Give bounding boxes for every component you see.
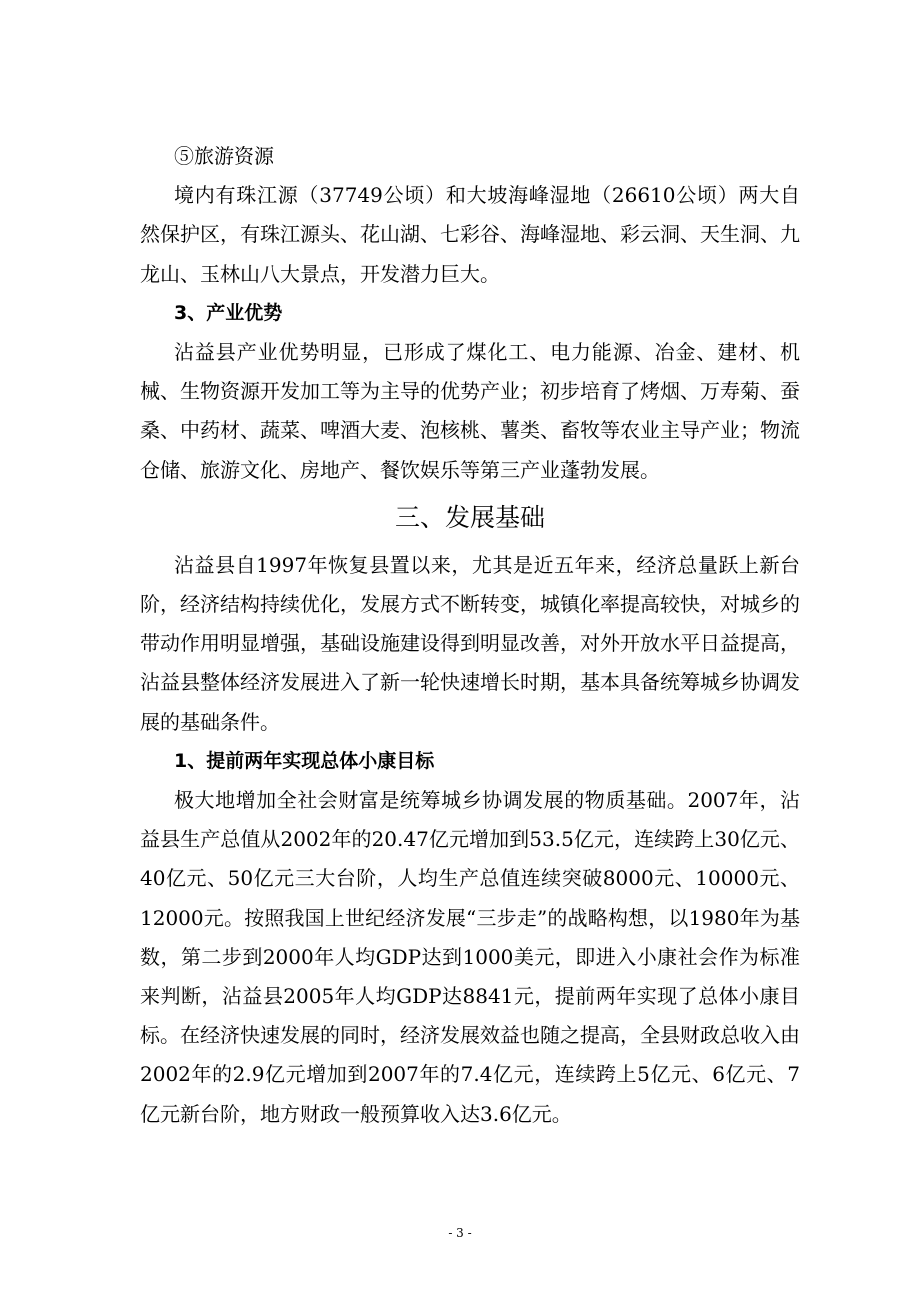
subsection-label-tourism: ⑤旅游资源 (174, 144, 274, 168)
document-page (140, 137, 800, 1134)
heading-xiaokang: 1、提前两年实现总体小康目标 (174, 749, 435, 772)
paragraph-xiaokang: 极大地增加全社会财富是统筹城乡协调发展的物质基础。2007年，沾益县生产总值从2002年的20.47亿元增加到53.5亿元，连续跨上30亿元、40亿元、50亿元三大台阶，人均生产总值连续突破8000元、10000元、12000元。按照我国上世纪经济发展“三步走”的战略构想，以1980年为基数，第二步到2000年人均GDP达到1000美元，即进入小康社会作为标准来判断，沾益县2005年人均GDP达8841元，提前两年实现了总体小康目标。在经济快速发展的同时，经济发展效益也随之提高，全县财政总收入由2002年的2.9亿元增加到2007年的7.4亿元，连续跨上5亿元、6亿元、7亿元新台阶，地方财政一般预算收入达3.6亿元。 (140, 788, 800, 1126)
section-title: 三、发展基础 (394, 502, 545, 532)
heading-industry-advantage: 3、产业优势 (174, 301, 283, 324)
page-number: - 3 - (448, 1226, 472, 1240)
paragraph-foundation: 沾益县自1997年恢复县置以来，尤其是近五年来，经济总量跃上新台阶，经济结构持续优化，发展方式不断转变，城镇化率提高较快，对城乡的带动作用明显增强，基础设施建设得到明显改善，对外开放水平日益提高，沾益县整体经济发展进入了新一轮快速增长时期，基本具备统筹城乡协调发展的基础条件。 (140, 552, 800, 734)
paragraph-tourism: 境内有珠江源（37749公顷）和大坡海峰湿地（26610公顷）两大自然保护区，有珠江源头、花山湖、七彩谷、海峰湿地、彩云洞、天生洞、九龙山、玉林山八大景点，开发潜力巨大。 (140, 183, 800, 286)
paragraph-industry: 沾益县产业优势明显，已形成了煤化工、电力能源、冶金、建材、机械、生物资源开发加工等为主导的优势产业；初步培育了烤烟、万寿菊、蚕桑、中药材、蔬菜、啤酒大麦、泡核桃、薯类、畜牧等农业主导产业；物流仓储、旅游文化、房地产、餐饮娱乐等第三产业蓬勃发展。 (140, 340, 800, 482)
